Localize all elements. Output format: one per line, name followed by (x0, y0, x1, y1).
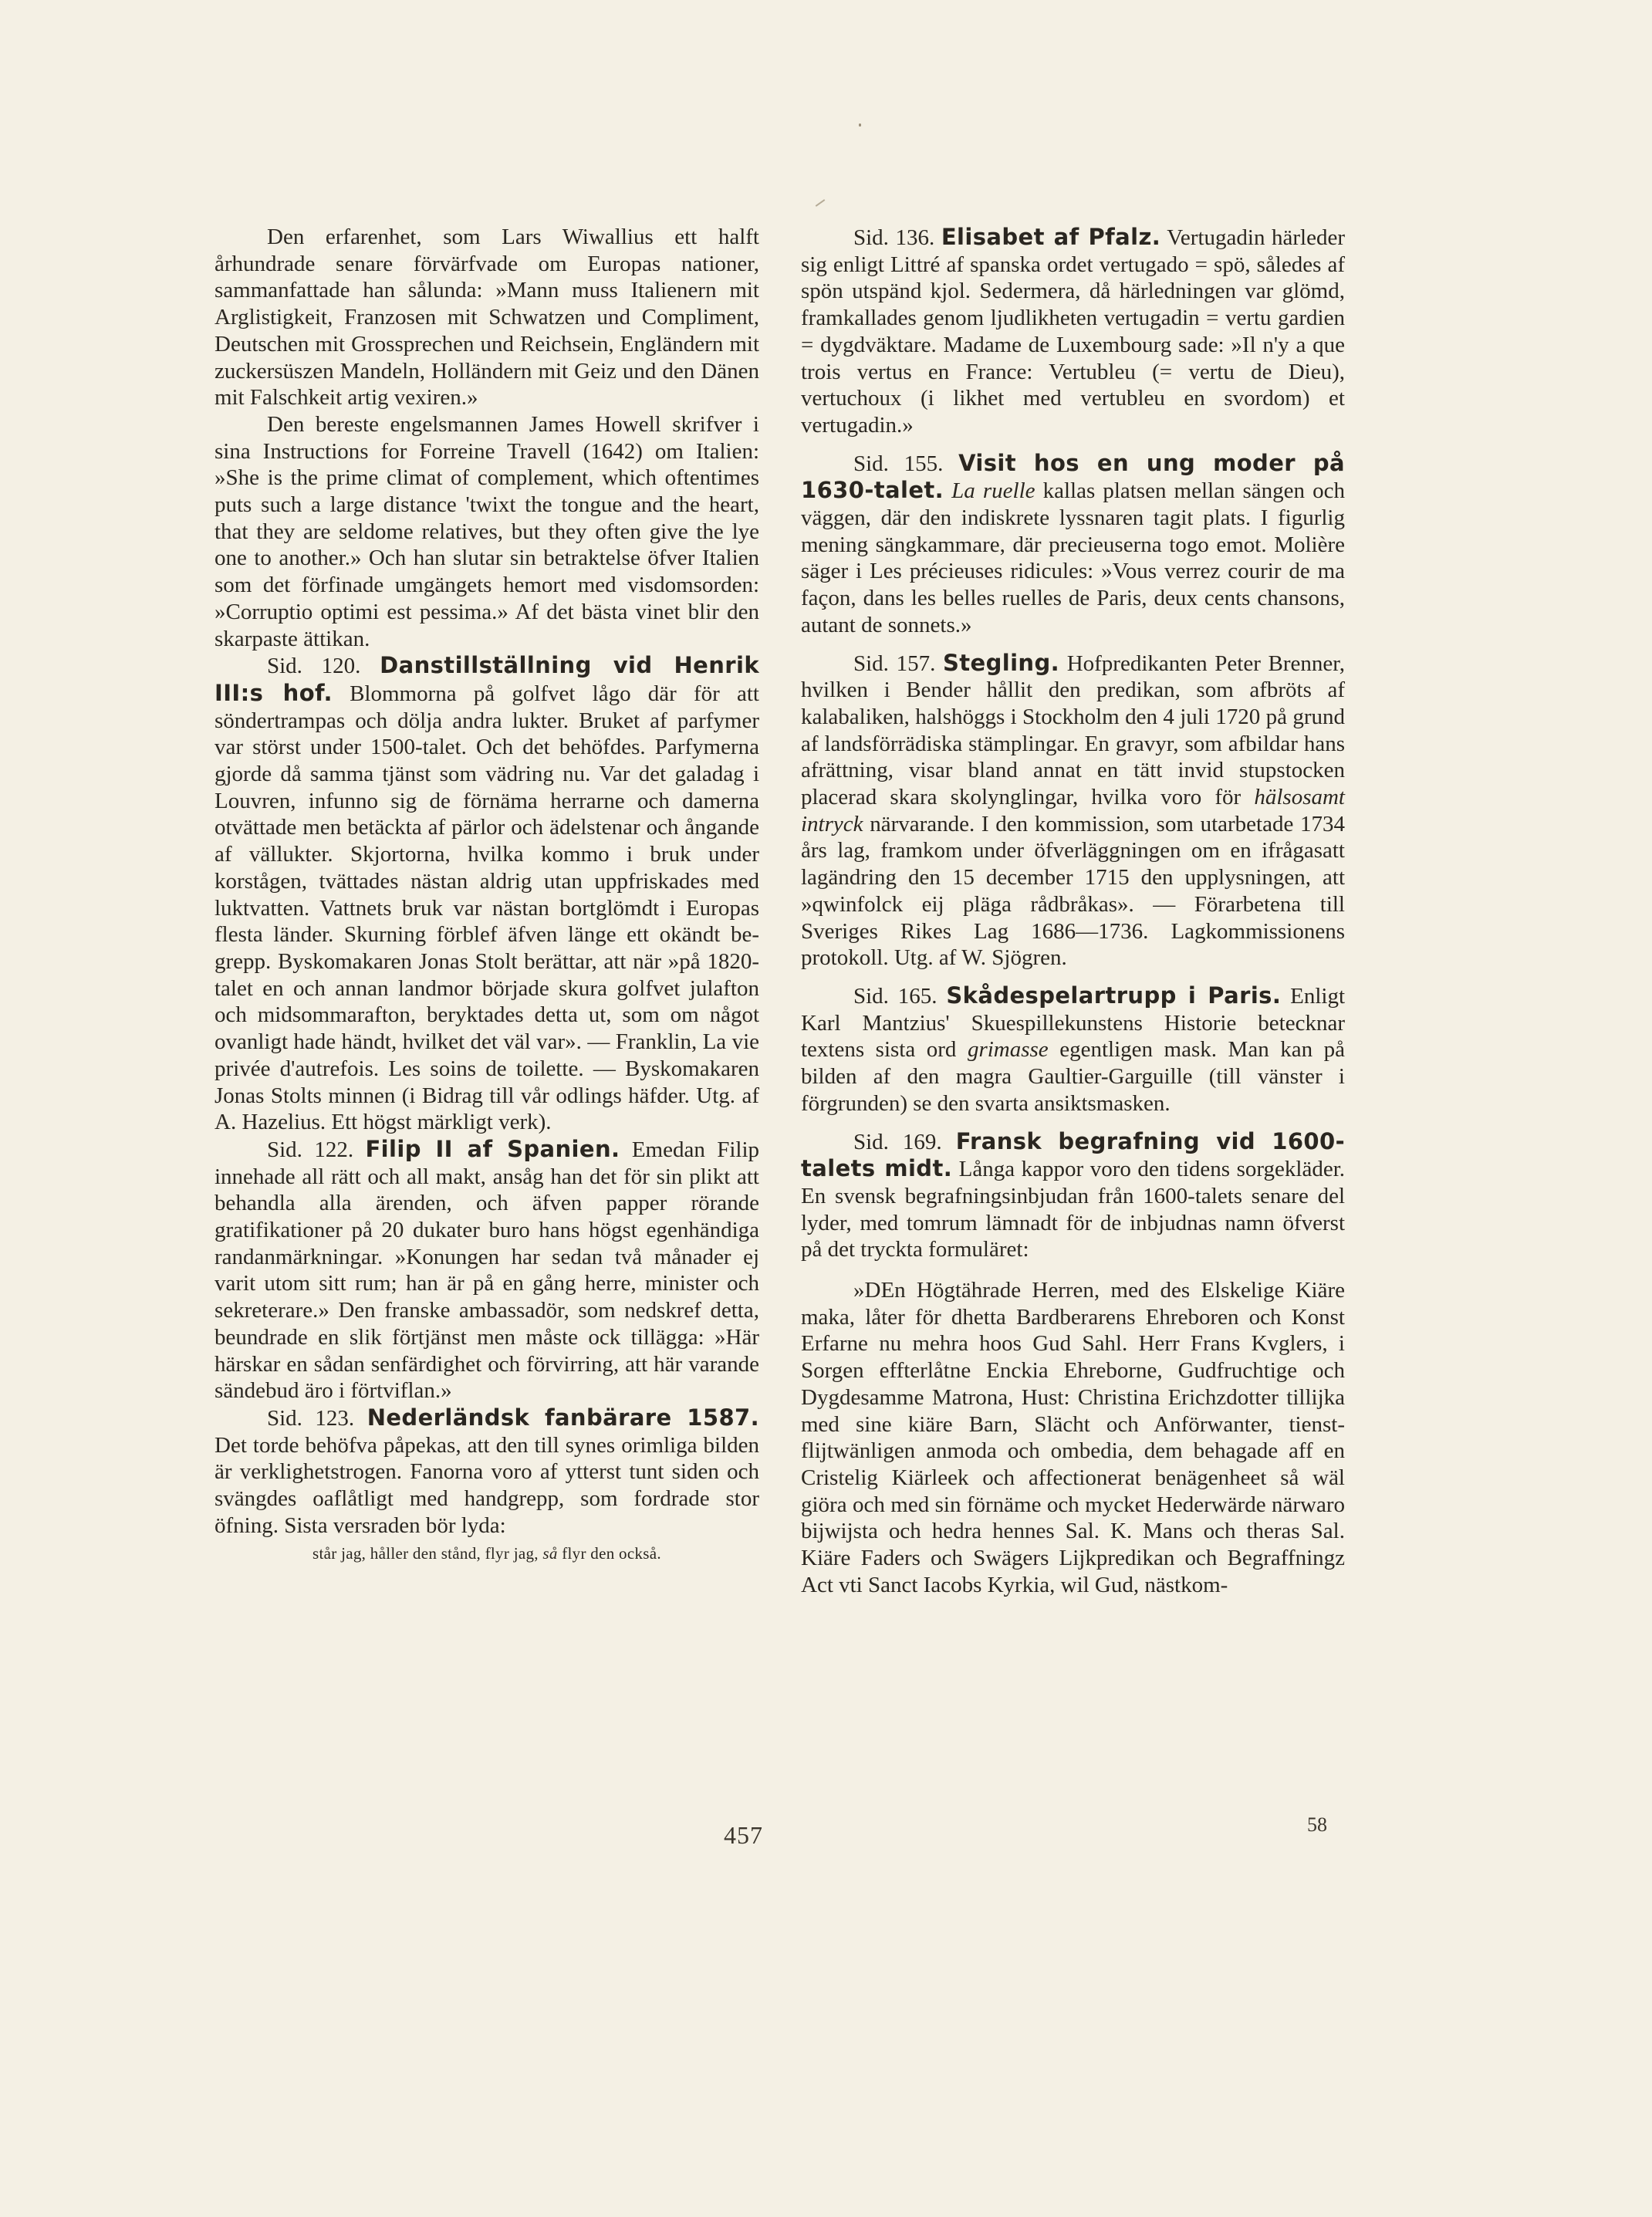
entry-heading: Fransk begrafning vid 1600-talets midt. (801, 1127, 1346, 1182)
verse-italic-word: så (542, 1544, 558, 1563)
entry-text: kallas platsen mellan sängen och väggen, där den indiskrete lyssnaren tagit plats. I figurlig mening sängkammare, där precieuserna togo emot. Molière säger i Les précieuses ridicules: »Vous verrez courir de ma façon, dans les belles ruelles de Paris, deux cents chansons, autant de sonnets.» (801, 478, 1345, 637)
entry-heading: Danstillställning vid Henrik III:s hof. (215, 652, 760, 706)
pencil-mark (816, 199, 826, 207)
entry-text: Långa kappor voro den tidens sorgekläder. En svensk begrafningsinbjudan från 1600-talets senare del lyder, med tomrum lämnadt för de inbjudnas namn öfverst på det tryckta formuläret: (801, 1157, 1346, 1262)
entry-text: Hofpredikanten Peter Brenner, hvilken i Bender hållit den predikan, som afbröts af kalabaliken, halshöggs i Stockholm den 4 juli 1720 på grund af landsförrädiska stämplingar. En gravyr, som afbildar hans afrättning, visar bland annat en tätt invid stupstocken placerad skara skolynglingar, hvilka voro för (801, 651, 1346, 810)
page-reference: Sid. 157. (853, 651, 936, 676)
entry-text: Vertugadin härleder sig enligt Littré af spanska ordet vertugado = spö, således af spön utspänd kjol. Sedermera, då härledningen var glömd, framkallades genom ljudlikheten vertugadin = vertu gardien = dygdväktare. Madame de Luxembourg sade: »Il n'y a que trois vertus en France: Vertubleu (= vertu de Dieu), vertuchoux (i likhet med vertubleu en svordom) et vertugadin.» (801, 225, 1346, 438)
entry-heading: Stegling. (942, 649, 1060, 676)
verse-text-after: flyr den också. (562, 1544, 661, 1563)
entry-text: Det torde behöfva påpekas, att den till synes orimliga bilden är verklighetstrogen. Fanorna voro af ytterst tunt siden och svängdes oaflåtligt med handgrepp, som fordrade stor öfning. Sista versraden bör lyda: (215, 1432, 759, 1538)
note-entry-122 (215, 1136, 759, 1404)
page-number: 457 (724, 1821, 763, 1849)
entry-heading: Visit hos en ung moder på 1630-talet. (801, 449, 1346, 504)
paragraph-howell: Den bereste engelsmannen James Howell skrifver i sina Instructions for Forreine Travell (1642) om Italien: »She is the prime climat of complement, which oftentimes puts such a large distance 'twixt the tongue and the heart, that they are seldome relatives, but they often give the lye one to another.» Och han slutar sin betraktelse öfver Italien som det förfinade umgängets hemort med visdomsorden: »Corruptio optimi est pessima.» Af det bästa vinet blir den skarpaste ättikan. (215, 411, 759, 651)
page-reference: Sid. 120. (267, 654, 361, 679)
note-entry-155 (801, 450, 1345, 639)
entry-heading: Filip II af Spanien. (365, 1135, 620, 1162)
entry-heading: Elisabet af Pfalz. (941, 224, 1161, 250)
page-reference: Sid. 122. (267, 1137, 354, 1162)
funeral-invitation-quote: »DEn Högtährade Herren, med des Elskelige Kiäre maka, låter för dhetta Bardberarens Ehreboren och Konst Erfarne nu mehra hoos Gud Sahl. Herr Frans Kvglers, i Sorgen effterlåtne Enckia Ehreborne, Gudfruchtige och Dygdesamme Matrona, Hust: Christina Erichzdotter tillijka med sine kiäre Barn, Slächt och Anförwanter, tienstflijtwänligen anmoda och ombedia, dem behagade aff en Cristelig Kiärleek och affectionerat benägenheet så wäl giöra och med sin förnäme och mycket Hederwärde närwaro bijwijsta och hedra hennes Sal. K. Mans och theras Sal. Kiäre Faders och Swägers Lijkpredikan och Begraffningz Act vti Sanct Iacobs Kyrkia, wil Gud, nästkom- (801, 1278, 1345, 1597)
signature-mark: 58 (1307, 1813, 1327, 1836)
verse-text-before: står jag, håller den stånd, flyr jag, (312, 1544, 539, 1563)
entry-text-continued: egentligen mask. Man kan på bilden af den magra Gaultier-Garguille (till vänster i förgrunden) se den svarta ansiktsmasken. (801, 1037, 1345, 1116)
left-column (215, 224, 759, 1565)
note-entry-169 (801, 1128, 1345, 1264)
entry-heading: Skådespelartrupp i Paris. (946, 982, 1282, 1009)
ink-speck (859, 123, 861, 127)
right-column (801, 224, 1345, 1598)
entry-text: Enligt Karl Mantzius' Skuespillekunstens Historie betecknar textens sista ord (801, 983, 1345, 1063)
verse-line (215, 1542, 759, 1565)
note-entry-120 (215, 652, 759, 1136)
entry-text: Blommorna på golfvet lågo där för att söndertrampas och dölja andra lukter. Bruket af parfymer var störst under 1500-talet. Och det behöfdes. Parfymerna gjorde då samma tjänst som vädring nu. Var det galadag i Louvren, infunno sig de förnäma herrarne och damerna otvättade men betäckta af pärlor och ädelstenar och ångande af vällukter. Skjortorna, hvilka kommo i bruk under korstågen, tvättades nästan aldrig utan uppfriskades med luktvatten. Vattnets bruk var nästan bortglömdt i Europas flesta länder. Skurning förblef äfven länge ett okändt begrepp. Byskomakaren Jonas Stolt berättar, att när »på 1820-talet en och annan landmor började skura golfvet julafton och midsommarafton, beryktades detta ut, som om något ovanligt hade händt, hvilket det väl var». — Franklin, La vie privée d'autrefois. Les soins de toilette. — Byskomakaren Jonas Stolts minnen (i Bidrag till vår odlings häfder. Utg. af A. Hazelius. Ett högst märkligt verk). (215, 681, 759, 1135)
paragraph-wiwallius: Den erfarenhet, som Lars Wiwallius ett halft århundrade senare förvärfvade om Europas nationer, sammanfattade han sålunda: »Mann muss Italienern mit Arglistigkeit, Franzosen mit Schwatzen und Compliment, Deutschen mit Grossprechen und Reichsein, Engländern mit zuckersüszen Mandeln, Holländern mit Geiz und den Dänen mit Falschkeit artig vexiren.» (215, 225, 759, 411)
note-entry-123 (215, 1404, 759, 1539)
italic-term: hälsosamt intryck (801, 785, 1345, 836)
entry-text: Emedan Filip innehade all rätt och all makt, ansåg han det för sin plikt att behandla alla ärenden, och äfven papper rörande gratifikationer på 20 dukater buro hans högst egenhändiga randanmärkningar. »Konungen har sedan två månader ej varit utom sitt rum; han är på en gång herre, minister och sekreterare.» Den franske ambassadör, som nedskref detta, beundrade en slik förtjänst men måste ock tillägga: »Här härskar en sådan senfärdighet och förvirring, att här varande sändebud äro i förtviflan.» (215, 1137, 760, 1404)
page-reference: Sid. 169. (853, 1129, 942, 1154)
entry-heading: Nederländsk fanbärare 1587. (367, 1404, 760, 1431)
note-entry-165 (801, 982, 1345, 1117)
note-entry-157 (801, 650, 1345, 972)
italic-term: grimasse (967, 1037, 1049, 1063)
page-reference: Sid. 136. (853, 225, 935, 250)
italic-term: La ruelle (951, 478, 1035, 504)
entry-text-continued: närvarande. I den kommission, som utarbetade 1734 års lag, framkom under öfverläggningen om en ifrågasatt lagändring den 15 december 1715 den upplysningen, att »qwinfolck eij pläga rådbråkas». — Förarbetena till Sveriges Rikes Lag 1686—1736. Lagkommissionens protokoll. Utg. af W. Sjögren. (801, 811, 1346, 971)
note-entry-136 (801, 224, 1345, 439)
page-reference: Sid. 155. (853, 451, 944, 476)
page-reference: Sid. 165. (853, 983, 937, 1009)
page-reference: Sid. 123. (267, 1405, 355, 1431)
